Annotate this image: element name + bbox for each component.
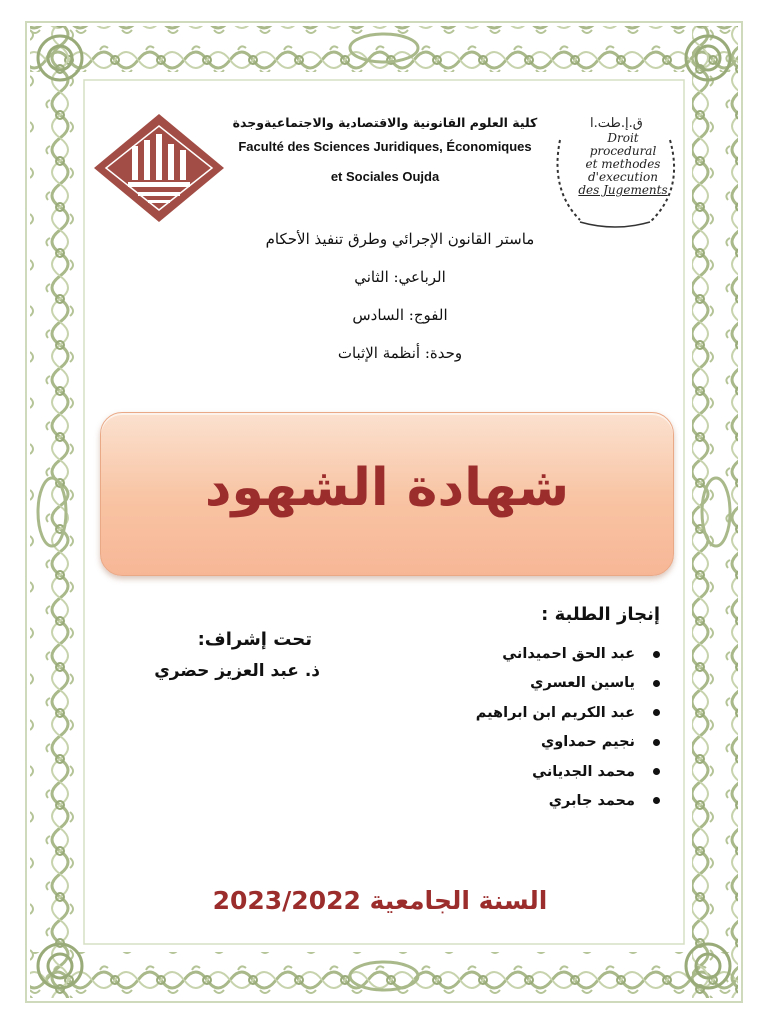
academic-year: السنة الجامعية 2023/2022 [212,886,548,915]
program-logo-line: des Jugements [578,183,668,197]
list-item [430,728,660,757]
list-item [430,640,660,669]
supervisor-name: ذ. عبد العزيز حضري [154,661,320,681]
faculty-name-arabic: كلية العلوم القانونية والاقتصادية والاجتماعيةوجدة [232,115,538,130]
student-name: ياسين العسري [530,675,635,692]
document-title: شهادة الشهود [204,458,570,518]
university-logo [92,112,226,224]
supervision-label: تحت إشراف: [197,629,312,650]
group: الفوج: السادس [352,306,448,324]
master-name: ماستر القانون الإجرائي وطرق تنفيذ الأحكام [265,230,535,248]
title-banner [100,412,674,576]
list-item [430,699,660,728]
program-logo-line: procedural [589,144,657,158]
list-item [430,787,660,816]
bullet-icon [653,797,660,804]
student-name: نجيم حمداوي [540,734,635,751]
semester: الرباعي: الثاني [354,268,446,286]
bullet-icon [653,651,660,658]
students-list [430,598,660,816]
list-item [430,758,660,787]
program-info [200,224,600,376]
bullet-icon [653,768,660,775]
faculty-name-french-line2: et Sociales Oujda [330,169,440,184]
program-logo-top-text: ق.إ.طت.ا [590,116,643,131]
program-logo-line: d'execution [587,170,658,184]
program-logo [540,110,690,232]
faculty-name-french-line1: Faculté des Sciences Juridiques, Économiques [238,139,532,154]
student-name: محمد جابري [548,792,635,809]
list-item [430,669,660,698]
program-logo-line: Droit [607,131,639,145]
student-name: عبد الحق احميداني [502,646,635,662]
program-logo-line: et methodes [585,157,661,171]
student-name: عبد الكريم ابن ابراهيم [475,704,635,721]
students-heading: إنجاز الطلبة : [541,604,660,625]
bullet-icon [653,680,660,687]
faculty-header [220,114,550,186]
bullet-icon [653,739,660,746]
supervision-block [100,624,320,686]
module: وحدة: أنظمة الإثبات [337,344,463,362]
student-name: محمد الجدياني [532,763,635,780]
bullet-icon [653,709,660,716]
